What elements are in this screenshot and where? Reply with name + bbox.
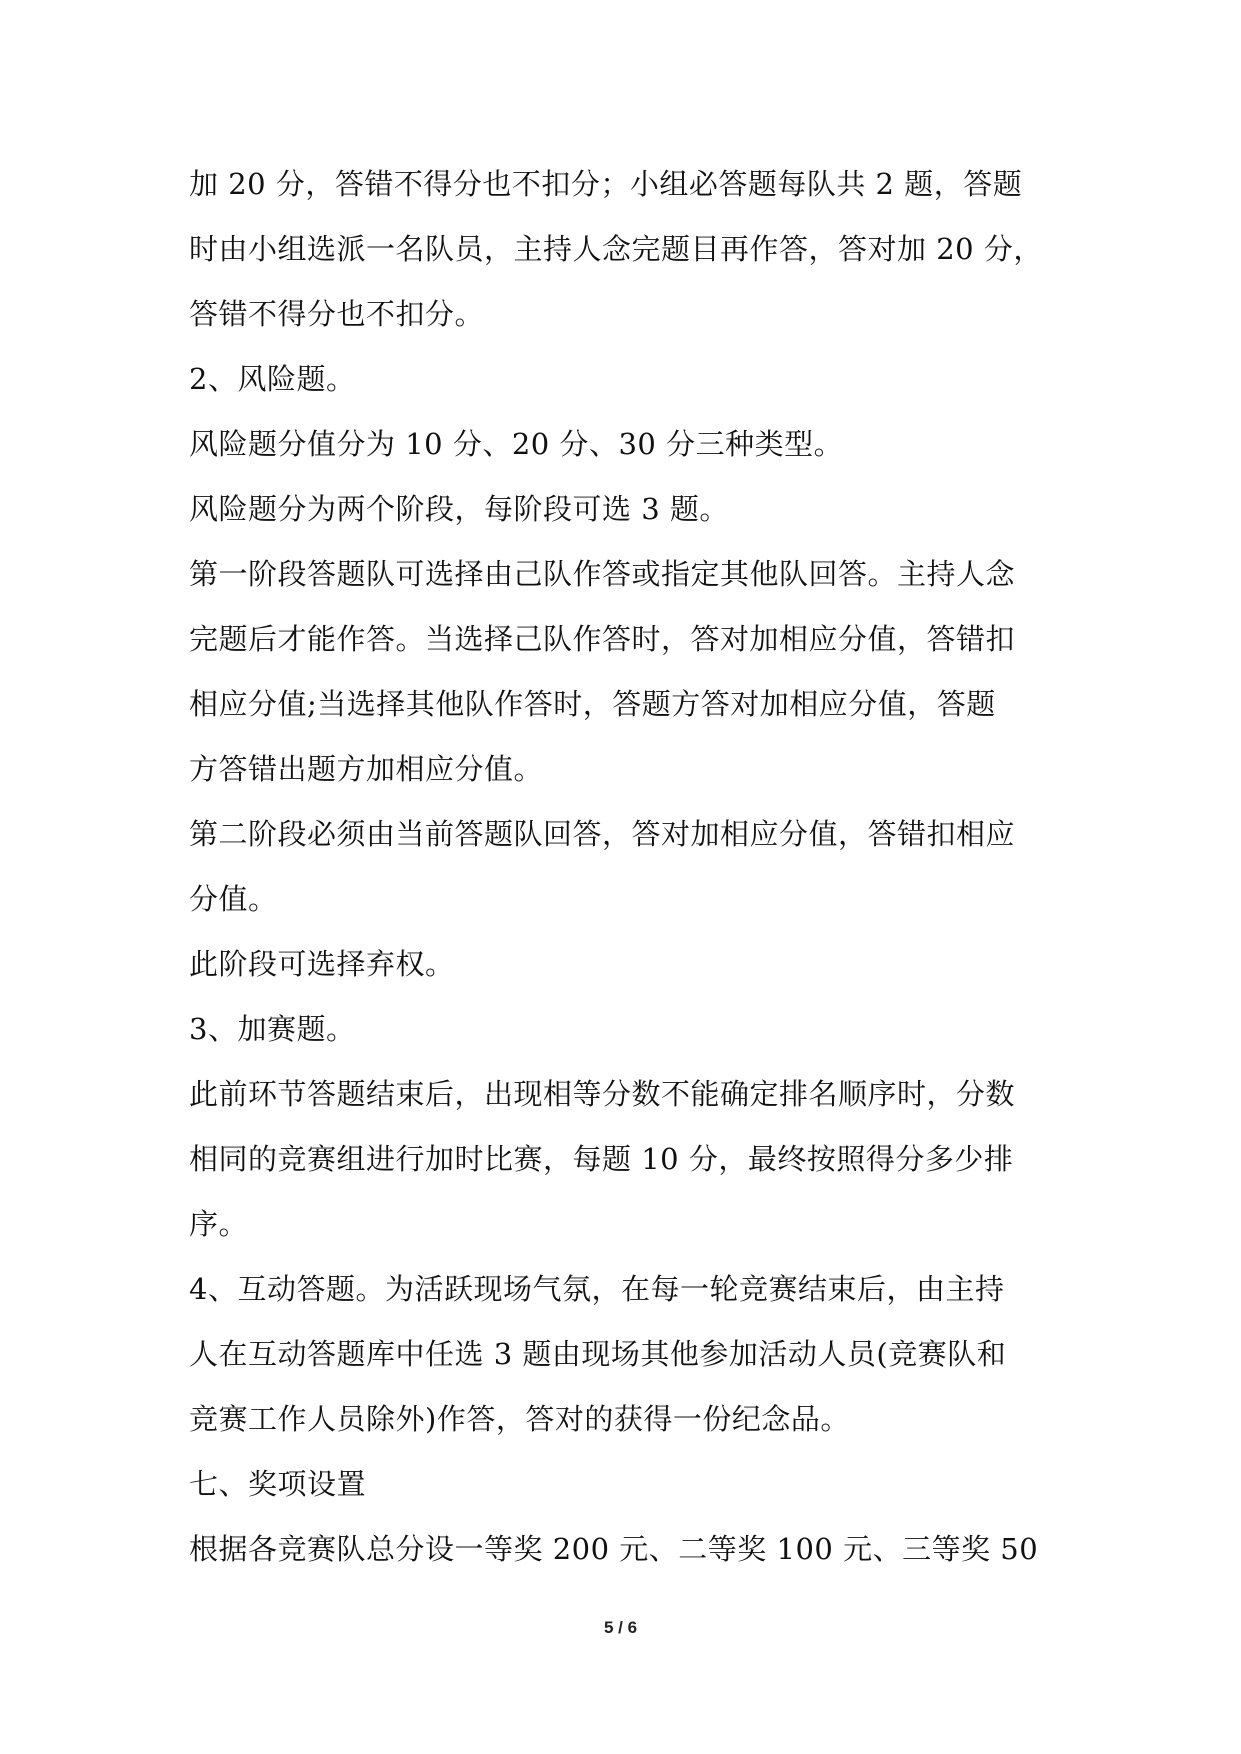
text-line: 第二阶段必须由当前答题队回答，答对加相应分值，答错扣相应 <box>189 817 1016 851</box>
text-line: 时由小组选派一名队员，主持人念完题目再作答，答对加 20 分， <box>189 232 1043 266</box>
page-number: 5 / 6 <box>603 1618 638 1637</box>
text-line: 相应分值;当选择其他队作答时，答题方答对加相应分值，答题 <box>189 687 996 721</box>
text-line: 此前环节答题结束后，出现相等分数不能确定排名顺序时，分数 <box>189 1077 1016 1111</box>
text-line: 风险题分为两个阶段，每阶段可选 3 题。 <box>189 492 729 526</box>
text-line: 竞赛工作人员除外)作答，答对的获得一份纪念品。 <box>189 1402 850 1436</box>
section-heading: 2、风险题。 <box>189 362 356 396</box>
text-line: 第一阶段答题队可选择由己队作答或指定其他队回答。主持人念 <box>189 557 1016 591</box>
text-line: 加 20 分，答错不得分也不扣分；小组必答题每队共 2 题，答题 <box>189 167 1023 201</box>
text-line: 相同的竞赛组进行加时比赛，每题 10 分，最终按照得分多少排 <box>189 1142 1014 1176</box>
text-line: 方答错出题方加相应分值。 <box>189 752 544 786</box>
text-line: 答错不得分也不扣分。 <box>189 297 485 331</box>
text-line: 根据各竞赛队总分设一等奖 200 元、二等奖 100 元、三等奖 50 <box>189 1532 1039 1566</box>
text-line: 此阶段可选择弃权。 <box>189 947 455 981</box>
section-heading: 七、奖项设置 <box>189 1467 367 1501</box>
text-line: 分值。 <box>189 882 278 916</box>
text-line: 人在互动答题库中任选 3 题由现场其他参加活动人员(竞赛队和 <box>189 1337 1007 1371</box>
text-line: 完题后才能作答。当选择己队作答时，答对加相应分值，答错扣 <box>189 622 1016 656</box>
text-line: 4、互动答题。为活跃现场气氛，在每一轮竞赛结束后，由主持 <box>189 1272 1005 1306</box>
section-heading: 3、加赛题。 <box>189 1012 356 1046</box>
body-text <box>189 152 1069 1582</box>
text-line: 风险题分值分为 10 分、20 分、30 分三种类型。 <box>189 427 844 461</box>
text-line: 序。 <box>189 1207 249 1241</box>
